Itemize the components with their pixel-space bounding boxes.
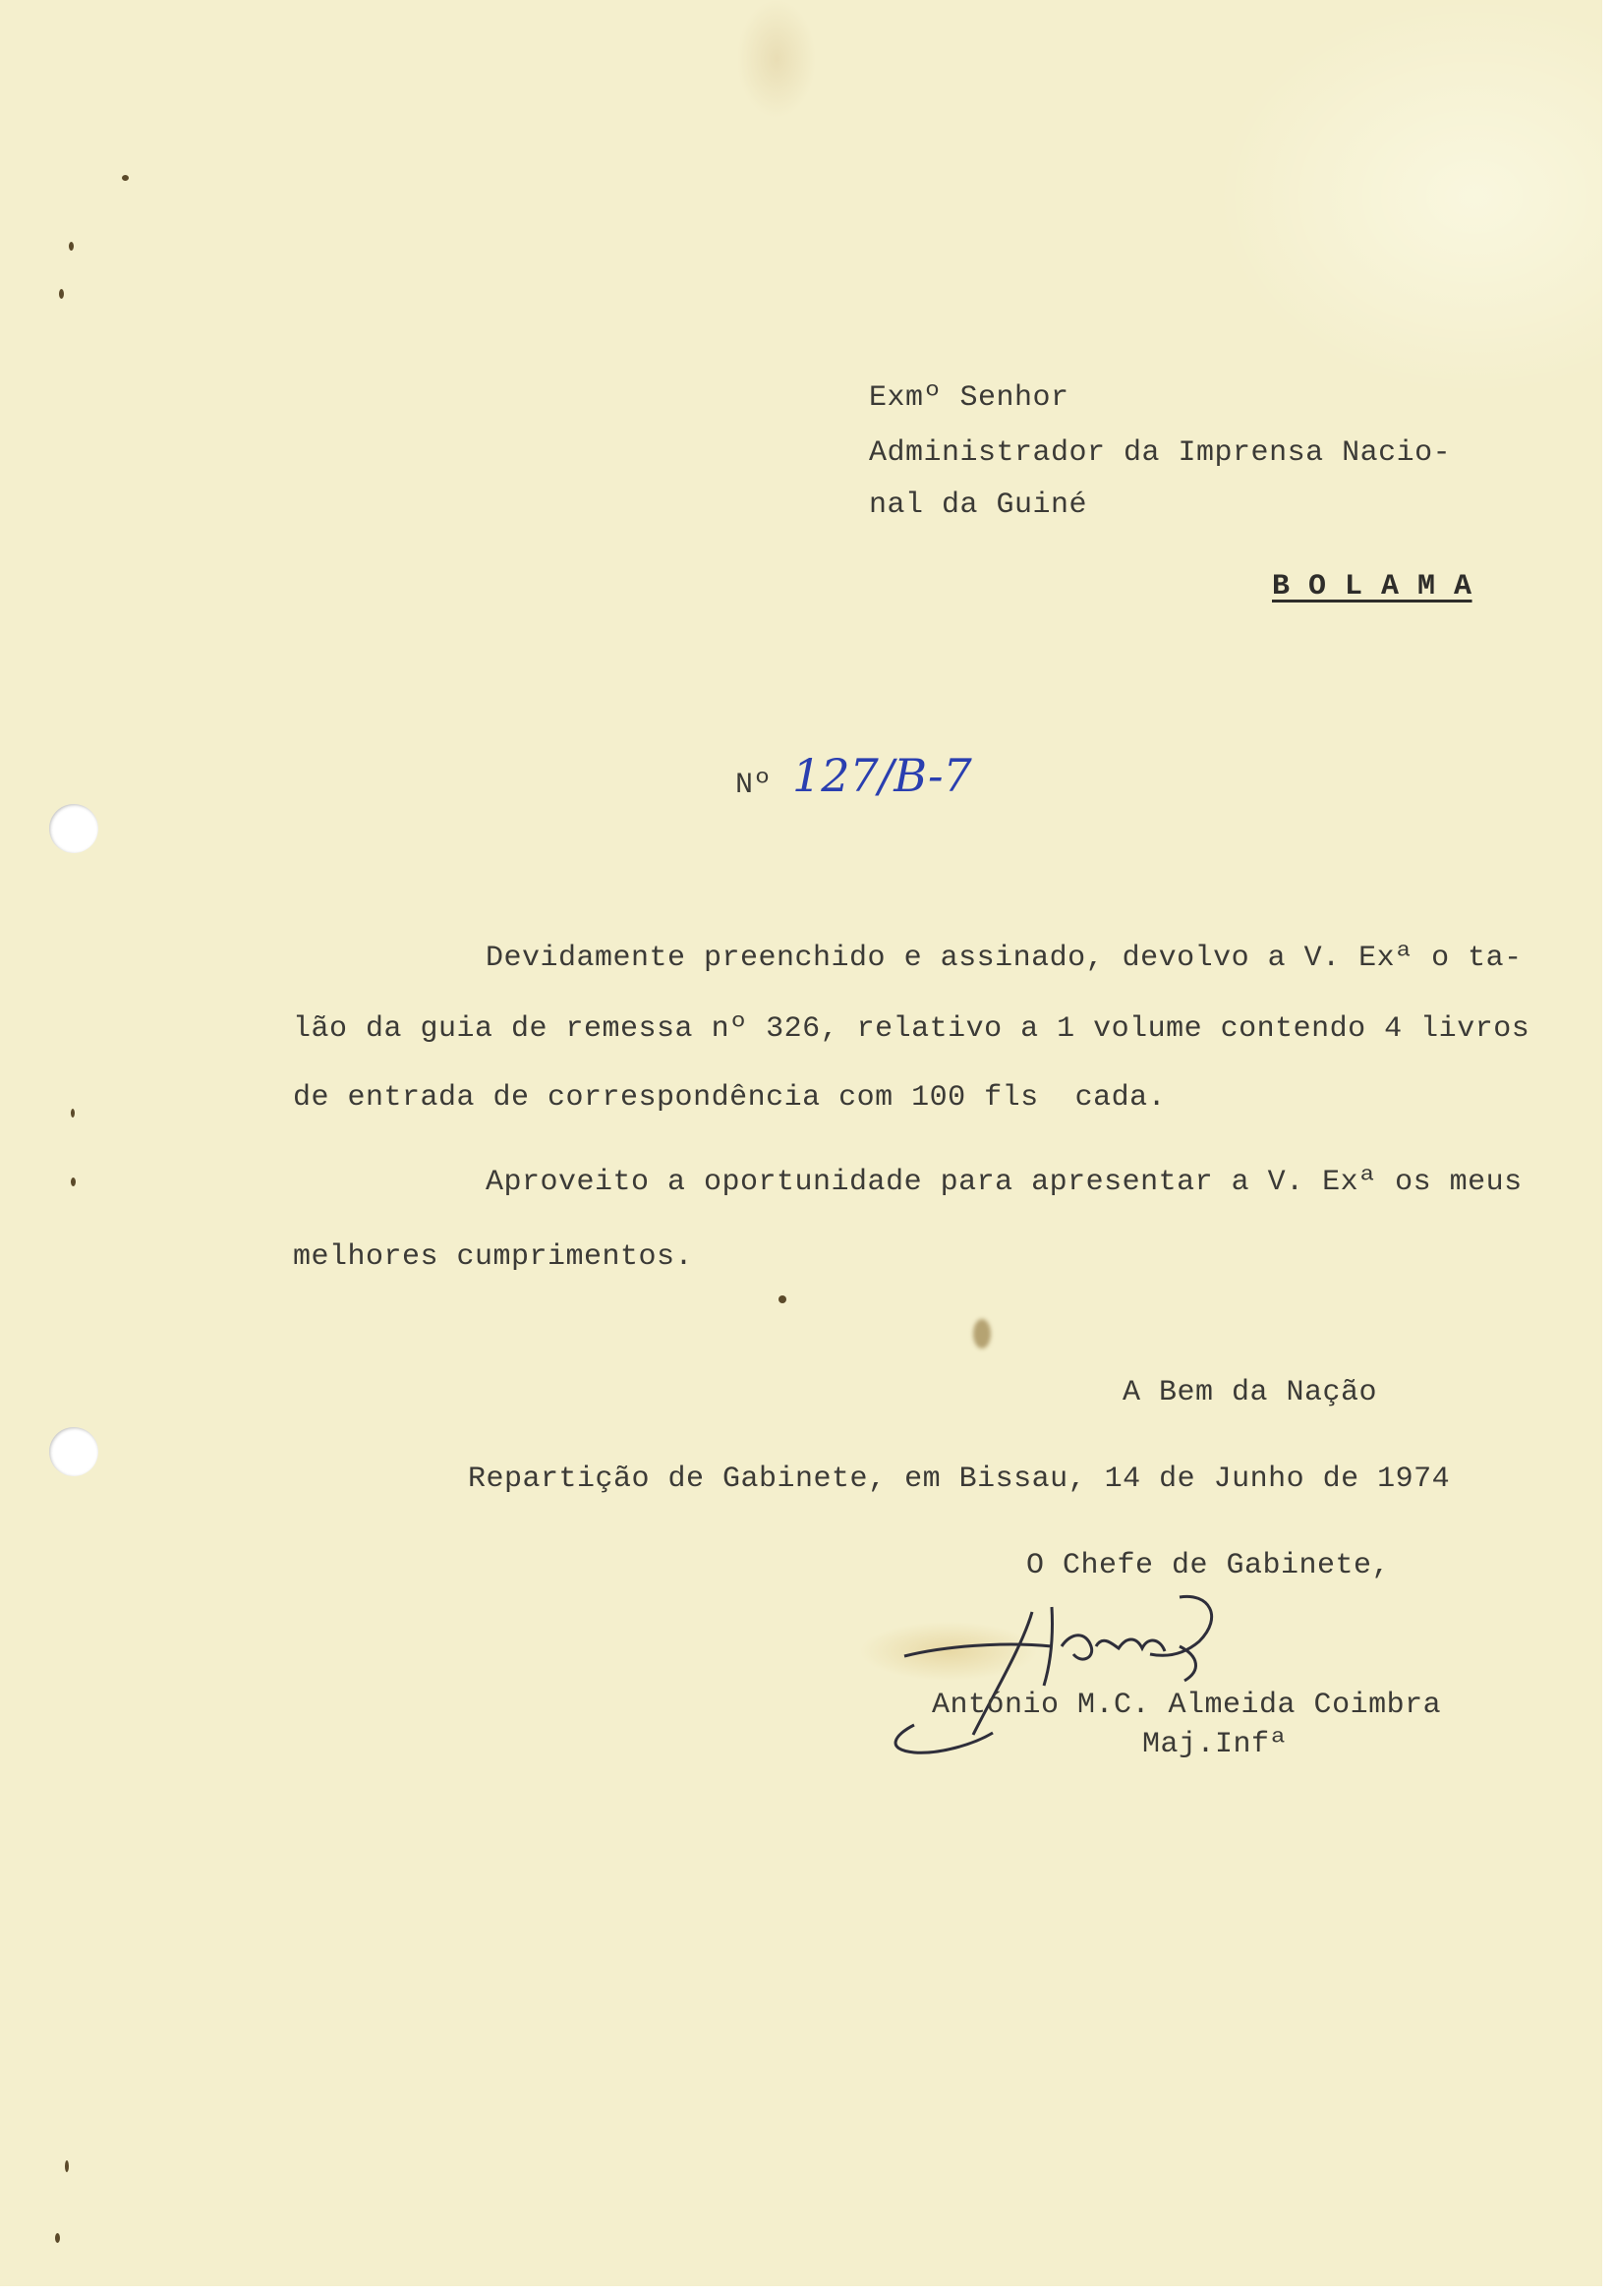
addressee-line-2: nal da Guiné [869,488,1088,522]
body-paragraph-1-line-2: lão da guia de remessa nº 326, relativo a 1 volume contendo 4 livros [293,1012,1530,1046]
reference-handwritten-number: 127/B-7 [792,749,972,802]
ink-speck [65,2160,69,2172]
body-paragraph-2-line-1: Aproveito a oportunidade para apresentar a V. Exª os meus [486,1166,1523,1199]
signer-rank: Maj.Infª [1142,1728,1289,1761]
reference-label: Nº [735,769,773,802]
signer-title: O Chefe de Gabinete, [1026,1549,1391,1582]
ink-speck [69,242,74,251]
punch-hole-bottom [49,1427,98,1476]
closing-motto: A Bem da Nação [1123,1376,1378,1409]
punch-hole-top [49,804,98,853]
closing-place-date: Repartição de Gabinete, em Bissau, 14 de Junho de 1974 [468,1463,1451,1496]
ink-speck [55,2233,60,2243]
body-paragraph-2-line-2: melhores cumprimentos. [293,1240,694,1274]
signer-name: António M.C. Almeida Coimbra [932,1689,1442,1722]
ink-speck [779,1295,786,1303]
addressee-salutation: Exmº Senhor [869,381,1069,415]
ink-speck [71,1109,75,1118]
ink-speck [59,289,64,299]
ink-speck [71,1177,76,1186]
ink-speck [122,175,129,181]
body-paragraph-1-line-3: de entrada de correspondência com 100 fls cada. [293,1081,1167,1115]
body-paragraph-1-line-1: Devidamente preenchido e assinado, devolvo a V. Exª o ta- [486,942,1523,975]
addressee-line-1: Administrador da Imprensa Nacio- [869,436,1452,470]
addressee-city: B O L A M A [1272,570,1472,603]
paper-stain [973,1319,991,1349]
